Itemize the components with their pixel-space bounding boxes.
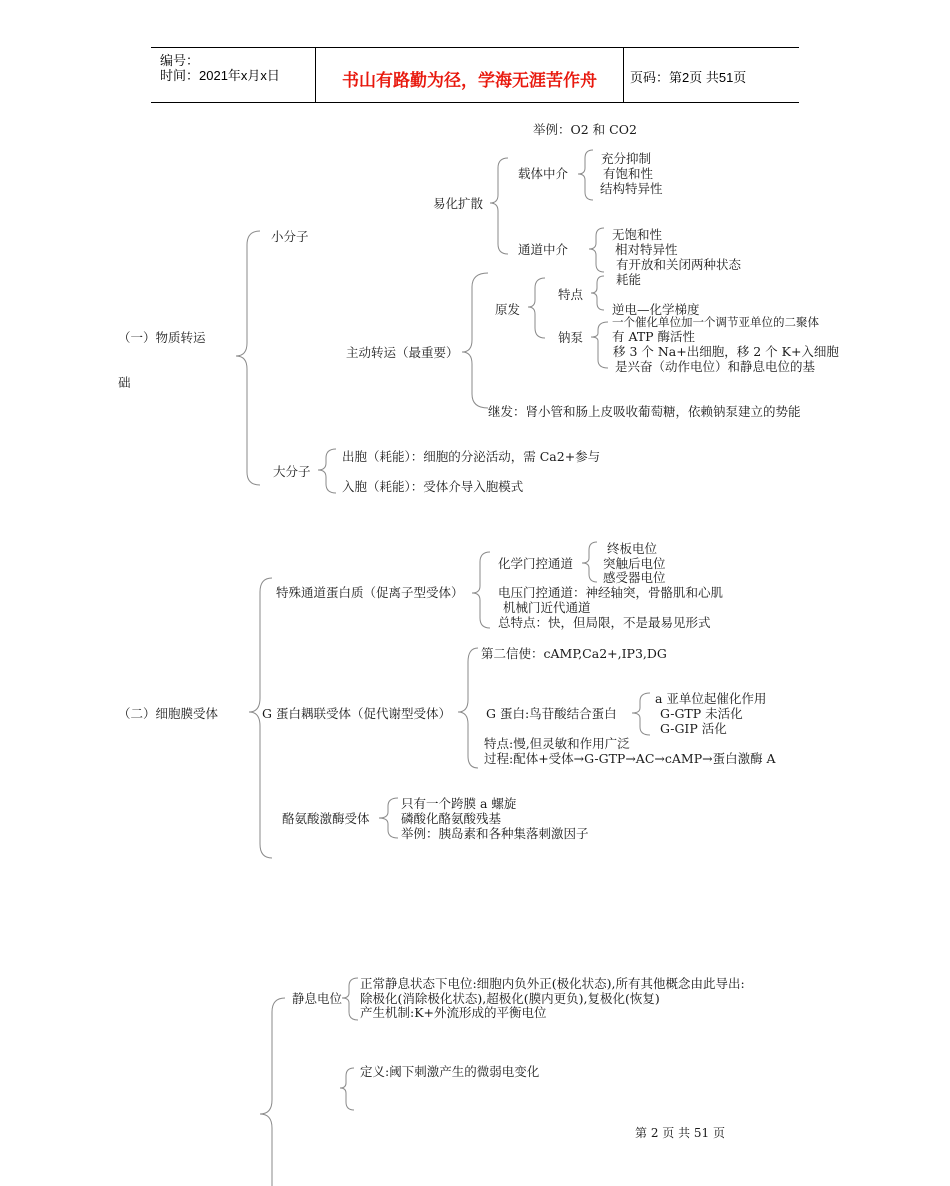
s2-gpcr: G 蛋白耦联受体（促代谢型受体） — [262, 706, 451, 721]
s2-gp-process: 过程:配体+受体→G-GTP→AC→cAMP→蛋白激酶 A — [484, 751, 776, 766]
bracket-gpcr — [458, 648, 478, 768]
bracket-carrier — [578, 150, 593, 200]
page-footer: 第 2 页 共 51 页 — [635, 1126, 725, 1140]
s1-pump: 钠泵 — [558, 330, 584, 345]
s2-volt-gated: 电压门控通道：神经轴突，骨骼肌和心肌 — [498, 585, 724, 600]
s3-resting: 静息电位 — [292, 991, 343, 1006]
header-time-label: 时间：2021年x月x日 — [160, 68, 280, 83]
s2-gprotein-item-2: G-GTP 未活化 — [660, 706, 743, 721]
s2-special: 特殊通道蛋白质（促离子型受体） — [276, 585, 464, 600]
bracket-s1-main — [236, 231, 260, 485]
s1-active: 主动转运（最重要） — [346, 345, 459, 360]
header-motto: 书山有路勤为径，学海无涯苦作舟 — [342, 71, 597, 91]
s1-channel-item-2: 相对特异性 — [615, 242, 678, 257]
bracket-gprotein — [632, 693, 650, 735]
s1-title: （一）物质转运 — [118, 330, 206, 345]
bracket-active — [462, 273, 488, 408]
s1-endocytosis: 入胞（耗能）：受体介导入胞模式 — [342, 479, 524, 494]
bracket-s3-main — [260, 998, 285, 1186]
s2-tyrosine: 酪氨酸激酶受体 — [282, 811, 370, 826]
s1-channel: 通道中介 — [518, 242, 569, 257]
s1-pump-item-3: 移 3 个 Na+出细胞，移 2 个 K+入细胞 — [613, 344, 839, 359]
s1-title-cont: 础 — [118, 375, 131, 390]
s3-definition: 定义:阈下刺激产生的微弱电变化 — [360, 1064, 540, 1079]
s2-gp-features: 特点:慢,但灵敏和作用广泛 — [484, 736, 630, 751]
s3-resting-item-3: 产生机制:K+外流形成的平衡电位 — [360, 1005, 547, 1020]
s1-carrier-item-2: 有饱和性 — [603, 166, 654, 181]
s1-small-molecule: 小分子 — [271, 229, 309, 244]
bracket-channel — [589, 228, 604, 272]
s1-pump-item-2: 有 ATP 酶活性 — [612, 329, 696, 344]
s1-primary: 原发 — [495, 302, 521, 317]
s1-pump-item-4: 是兴奋（动作电位）和静息电位的基 — [615, 359, 816, 374]
s1-pump-item-1: 一个催化单位加一个调节亚单位的二聚体 — [612, 315, 819, 329]
s1-carrier-item-3: 结构特异性 — [600, 181, 663, 196]
bracket-definition — [340, 1068, 354, 1110]
s1-carrier-item-1: 充分抑制 — [601, 151, 652, 166]
bracket-facilitated — [490, 158, 508, 254]
s2-gprotein: G 蛋白:鸟苷酸结合蛋白 — [486, 706, 617, 721]
bracket-resting — [342, 978, 358, 1020]
s2-gprotein-item-1: a 亚单位起催化作用 — [655, 691, 767, 706]
s2-chem-item-1: 终板电位 — [607, 541, 658, 556]
s1-channel-item-1: 无饱和性 — [612, 227, 663, 242]
s1-channel-item-3: 有开放和关闭两种状态 — [616, 257, 742, 272]
s1-large-molecule: 大分子 — [273, 464, 311, 479]
bracket-large — [318, 449, 336, 493]
s1-feature-item-2: 逆电—化学梯度 — [612, 302, 700, 317]
bracket-special — [472, 552, 490, 628]
s1-exocytosis: 出胞（耗能）：细胞的分泌活动，需 Ca2+参与 — [342, 449, 601, 464]
s1-features: 特点 — [558, 287, 584, 302]
s3-resting-item-2: 除极化(消除极化状态),超极化(膜内更负),复极化(恢复) — [360, 991, 660, 1006]
s1-secondary: 继发：肾小管和肠上皮吸收葡萄糖，依赖钠泵建立的势能 — [488, 404, 801, 419]
s1-carrier: 载体中介 — [518, 166, 569, 181]
s2-tyrosine-item-1: 只有一个跨膜 a 螺旋 — [401, 796, 517, 811]
bracket-pump — [591, 322, 608, 368]
s3-resting-item-1: 正常静息状态下电位:细胞内负外正(极化状态),所有其他概念由此导出: — [360, 976, 745, 991]
s2-gprotein-item-3: G-GIP 活化 — [660, 721, 727, 736]
s2-tyrosine-item-3: 举例：胰岛素和各种集落刺激因子 — [401, 826, 589, 841]
header-number-label: 编号： — [160, 53, 200, 68]
s2-chem-item-2: 突触后电位 — [603, 556, 666, 571]
s2-mech-gated: 机械门近代通道 — [503, 600, 591, 615]
bracket-chem — [582, 542, 597, 582]
s2-title: （二）细胞膜受体 — [118, 706, 219, 721]
s2-chem-item-3: 感受器电位 — [603, 570, 666, 585]
bracket-features — [591, 276, 604, 310]
s1-example: 举例：O2 和 CO2 — [533, 122, 637, 137]
header-page-label: 页码：第2页 共51页 — [630, 70, 747, 85]
bracket-tyrosine — [379, 798, 398, 838]
bracket-primary — [528, 278, 545, 338]
s1-facilitated: 易化扩散 — [433, 196, 484, 211]
s2-tyrosine-item-2: 磷酸化酪氨酸残基 — [401, 811, 502, 826]
s1-feature-item-1: 耗能 — [616, 272, 642, 287]
s2-overall: 总特点：快，但局限，不是最易见形式 — [498, 615, 711, 630]
s2-second-messenger: 第二信使：cAMP,Ca2+,IP3,DG — [481, 646, 667, 661]
s2-chem-gated: 化学门控通道 — [498, 556, 574, 571]
